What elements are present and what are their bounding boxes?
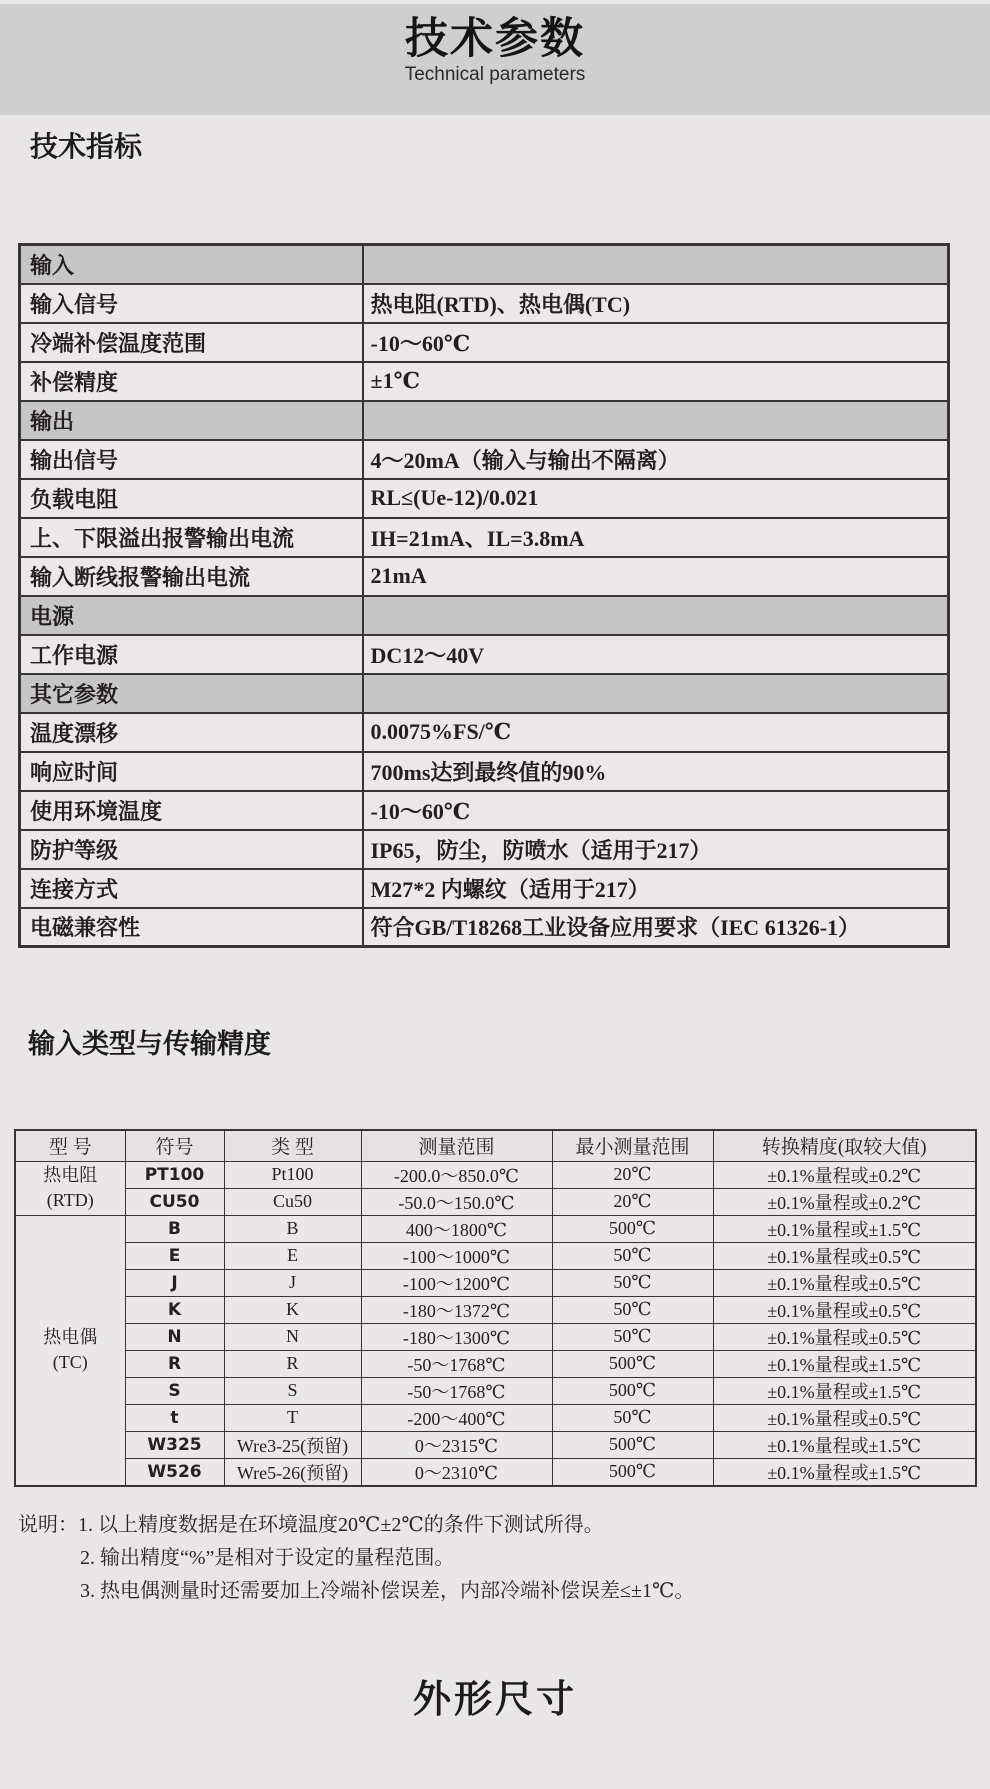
- type-cell: N: [224, 1323, 361, 1350]
- accuracy-cell: ±0.1%量程或±0.5℃: [713, 1323, 976, 1350]
- type-cell: R: [224, 1350, 361, 1377]
- group-cell-rtd: [15, 1161, 125, 1215]
- spec-section-value: [363, 674, 949, 713]
- spec-section-label: 电源: [20, 596, 363, 635]
- spec-value: DC12～40V: [363, 635, 949, 674]
- range-cell: -50～1768℃: [361, 1377, 552, 1404]
- spec-row: [20, 713, 949, 752]
- dimensions-heading: 外形尺寸: [412, 1678, 577, 1721]
- range-cell: -200.0～850.0℃: [361, 1161, 552, 1188]
- table-row: [15, 1377, 976, 1404]
- range-cell: -100～1000℃: [361, 1242, 552, 1269]
- col-header-type: 类 型: [224, 1130, 361, 1161]
- spec-label: 使用环境温度: [20, 791, 363, 830]
- spec-label: 补偿精度: [20, 362, 363, 401]
- range-cell: -100～1200℃: [361, 1269, 552, 1296]
- symbol-cell: CU50: [125, 1188, 224, 1215]
- symbol-cell: B: [125, 1215, 224, 1242]
- spec-section-label: 输入: [20, 245, 363, 284]
- symbol-cell: t: [125, 1404, 224, 1431]
- accuracy-cell: ±0.1%量程或±1.5℃: [713, 1377, 976, 1404]
- col-header-min-range: 最小测量范围: [552, 1130, 713, 1161]
- spec-label: 电磁兼容性: [20, 908, 363, 947]
- type-cell: Cu50: [224, 1188, 361, 1215]
- table-row: [15, 1188, 976, 1215]
- range-cell: 0～2310℃: [361, 1458, 552, 1486]
- range-cell: 400～1800℃: [361, 1215, 552, 1242]
- symbol-cell: PT100: [125, 1161, 224, 1188]
- col-header-range: 测量范围: [361, 1130, 552, 1161]
- note-item: 1. 以上精度数据是在环境温度20℃±2℃的条件下测试所得。: [78, 1513, 604, 1536]
- type-cell: T: [224, 1404, 361, 1431]
- symbol-cell: N: [125, 1323, 224, 1350]
- spec-table: [18, 243, 950, 948]
- spec-row: [20, 557, 949, 596]
- min-range-cell: 50℃: [552, 1242, 713, 1269]
- spec-value: M27*2 内螺纹（适用于217）: [363, 869, 949, 908]
- spec-row: [20, 479, 949, 518]
- group-label-line: (TC): [52, 1352, 88, 1372]
- spec-section-row: [20, 674, 949, 713]
- page-subtitle: Technical parameters: [404, 64, 586, 85]
- range-cell: -180～1372℃: [361, 1296, 552, 1323]
- group-label-line: 热电偶: [43, 1327, 98, 1347]
- spec-section-value: [363, 401, 949, 440]
- min-range-cell: 50℃: [552, 1404, 713, 1431]
- spec-label: 负载电阻: [20, 479, 363, 518]
- spec-label: 输入断线报警输出电流: [20, 557, 363, 596]
- spec-label: 温度漂移: [20, 713, 363, 752]
- page: [0, 4, 990, 1789]
- notes: [18, 1509, 990, 1608]
- range-cell: 0～2315℃: [361, 1431, 552, 1458]
- type-cell: Wre3-25(预留): [224, 1431, 361, 1458]
- spec-row: [20, 635, 949, 674]
- note-line: [18, 1509, 990, 1542]
- table-row: [15, 1161, 976, 1188]
- accuracy-cell: ±0.1%量程或±0.2℃: [713, 1161, 976, 1188]
- spec-section-row: [20, 245, 949, 284]
- symbol-cell: W325: [125, 1431, 224, 1458]
- accuracy-cell: ±0.1%量程或±1.5℃: [713, 1350, 976, 1377]
- spec-label: 连接方式: [20, 869, 363, 908]
- symbol-cell: R: [125, 1350, 224, 1377]
- min-range-cell: 500℃: [552, 1458, 713, 1486]
- table-row: [15, 1404, 976, 1431]
- spec-value: 700ms达到最终值的90%: [363, 752, 949, 791]
- min-range-cell: 50℃: [552, 1323, 713, 1350]
- table-row: [15, 1350, 976, 1377]
- min-range-cell: 50℃: [552, 1269, 713, 1296]
- spec-value: RL≤(Ue-12)/0.021: [363, 479, 949, 518]
- accuracy-table: [14, 1129, 977, 1487]
- spec-section-row: [20, 401, 949, 440]
- table-row: [15, 1431, 976, 1458]
- min-range-cell: 500℃: [552, 1377, 713, 1404]
- accuracy-cell: ±0.1%量程或±0.2℃: [713, 1188, 976, 1215]
- group-label-line: (RTD): [46, 1190, 94, 1210]
- spec-value: ±1℃: [363, 362, 949, 401]
- spec-row: [20, 323, 949, 362]
- spec-value: IH=21mA、IL=3.8mA: [363, 518, 949, 557]
- col-header-symbol: 符号: [125, 1130, 224, 1161]
- spec-value: 21mA: [363, 557, 949, 596]
- spec-value: 热电阻(RTD)、热电偶(TC): [363, 284, 949, 323]
- tech-specs-heading: 技术指标: [30, 131, 143, 162]
- range-cell: -50.0～150.0℃: [361, 1188, 552, 1215]
- spec-row: [20, 791, 949, 830]
- col-header-model: 型 号: [15, 1130, 125, 1161]
- accuracy-cell: ±0.1%量程或±1.5℃: [713, 1458, 976, 1486]
- accuracy-cell: ±0.1%量程或±0.5℃: [713, 1404, 976, 1431]
- symbol-cell: K: [125, 1296, 224, 1323]
- min-range-cell: 500℃: [552, 1215, 713, 1242]
- spec-row: [20, 440, 949, 479]
- spec-label: 输入信号: [20, 284, 363, 323]
- symbol-cell: E: [125, 1242, 224, 1269]
- table-row: [15, 1269, 976, 1296]
- accuracy-cell: ±0.1%量程或±0.5℃: [713, 1242, 976, 1269]
- type-cell: E: [224, 1242, 361, 1269]
- symbol-cell: S: [125, 1377, 224, 1404]
- min-range-cell: 500℃: [552, 1350, 713, 1377]
- col-header-accuracy: 转换精度(取较大值): [713, 1130, 976, 1161]
- spec-row: [20, 908, 949, 947]
- input-types-heading: 输入类型与传输精度: [28, 1029, 271, 1059]
- min-range-cell: 50℃: [552, 1296, 713, 1323]
- page-banner: [0, 4, 990, 115]
- symbol-cell: J: [125, 1269, 224, 1296]
- symbol-cell: W526: [125, 1458, 224, 1486]
- range-cell: -180～1300℃: [361, 1323, 552, 1350]
- spec-label: 防护等级: [20, 830, 363, 869]
- range-cell: -50～1768℃: [361, 1350, 552, 1377]
- table-row: [15, 1296, 976, 1323]
- min-range-cell: 20℃: [552, 1188, 713, 1215]
- spec-value: -10～60℃: [363, 791, 949, 830]
- type-cell: B: [224, 1215, 361, 1242]
- note-line: 2. 输出精度“%”是相对于设定的量程范围。: [80, 1546, 455, 1569]
- spec-label: 上、下限溢出报警输出电流: [20, 518, 363, 557]
- spec-value: 符合GB/T18268工业设备应用要求（IEC 61326-1）: [363, 908, 949, 947]
- spec-label: 工作电源: [20, 635, 363, 674]
- type-cell: K: [224, 1296, 361, 1323]
- spec-label: 输出信号: [20, 440, 363, 479]
- accuracy-cell: ±0.1%量程或±1.5℃: [713, 1431, 976, 1458]
- table-row: [15, 1215, 976, 1242]
- type-cell: Pt100: [224, 1161, 361, 1188]
- table-row: [15, 1242, 976, 1269]
- note-line: 3. 热电偶测量时还需要加上冷端补偿误差，内部冷端补偿误差≤±1℃。: [80, 1579, 695, 1602]
- spec-row: [20, 830, 949, 869]
- min-range-cell: 20℃: [552, 1161, 713, 1188]
- spec-row: [20, 518, 949, 557]
- spec-section-value: [363, 596, 949, 635]
- spec-section-value: [363, 245, 949, 284]
- type-cell: S: [224, 1377, 361, 1404]
- spec-section-label: 其它参数: [20, 674, 363, 713]
- spec-label: 响应时间: [20, 752, 363, 791]
- accuracy-cell: ±0.1%量程或±0.5℃: [713, 1296, 976, 1323]
- group-label-line: 热电阻: [43, 1165, 98, 1185]
- table-row: [15, 1323, 976, 1350]
- type-cell: Wre5-26(预留): [224, 1458, 361, 1486]
- spec-value: -10～60℃: [363, 323, 949, 362]
- accuracy-header-row: [15, 1130, 976, 1161]
- spec-row: [20, 284, 949, 323]
- spec-section-label: 输出: [20, 401, 363, 440]
- page-title: 技术参数: [405, 15, 585, 63]
- accuracy-cell: ±0.1%量程或±1.5℃: [713, 1215, 976, 1242]
- spec-row: [20, 362, 949, 401]
- group-cell-tc: [15, 1215, 125, 1486]
- notes-prefix: 说明：: [18, 1513, 78, 1536]
- spec-section-row: [20, 596, 949, 635]
- spec-row: [20, 752, 949, 791]
- spec-value: 0.0075%FS/℃: [363, 713, 949, 752]
- accuracy-cell: ±0.1%量程或±0.5℃: [713, 1269, 976, 1296]
- spec-row: [20, 869, 949, 908]
- type-cell: J: [224, 1269, 361, 1296]
- spec-value: 4～20mA（输入与输出不隔离）: [363, 440, 949, 479]
- range-cell: -200～400℃: [361, 1404, 552, 1431]
- min-range-cell: 500℃: [552, 1431, 713, 1458]
- spec-value: IP65，防尘，防喷水（适用于217）: [363, 830, 949, 869]
- table-row: [15, 1458, 976, 1486]
- spec-label: 冷端补偿温度范围: [20, 323, 363, 362]
